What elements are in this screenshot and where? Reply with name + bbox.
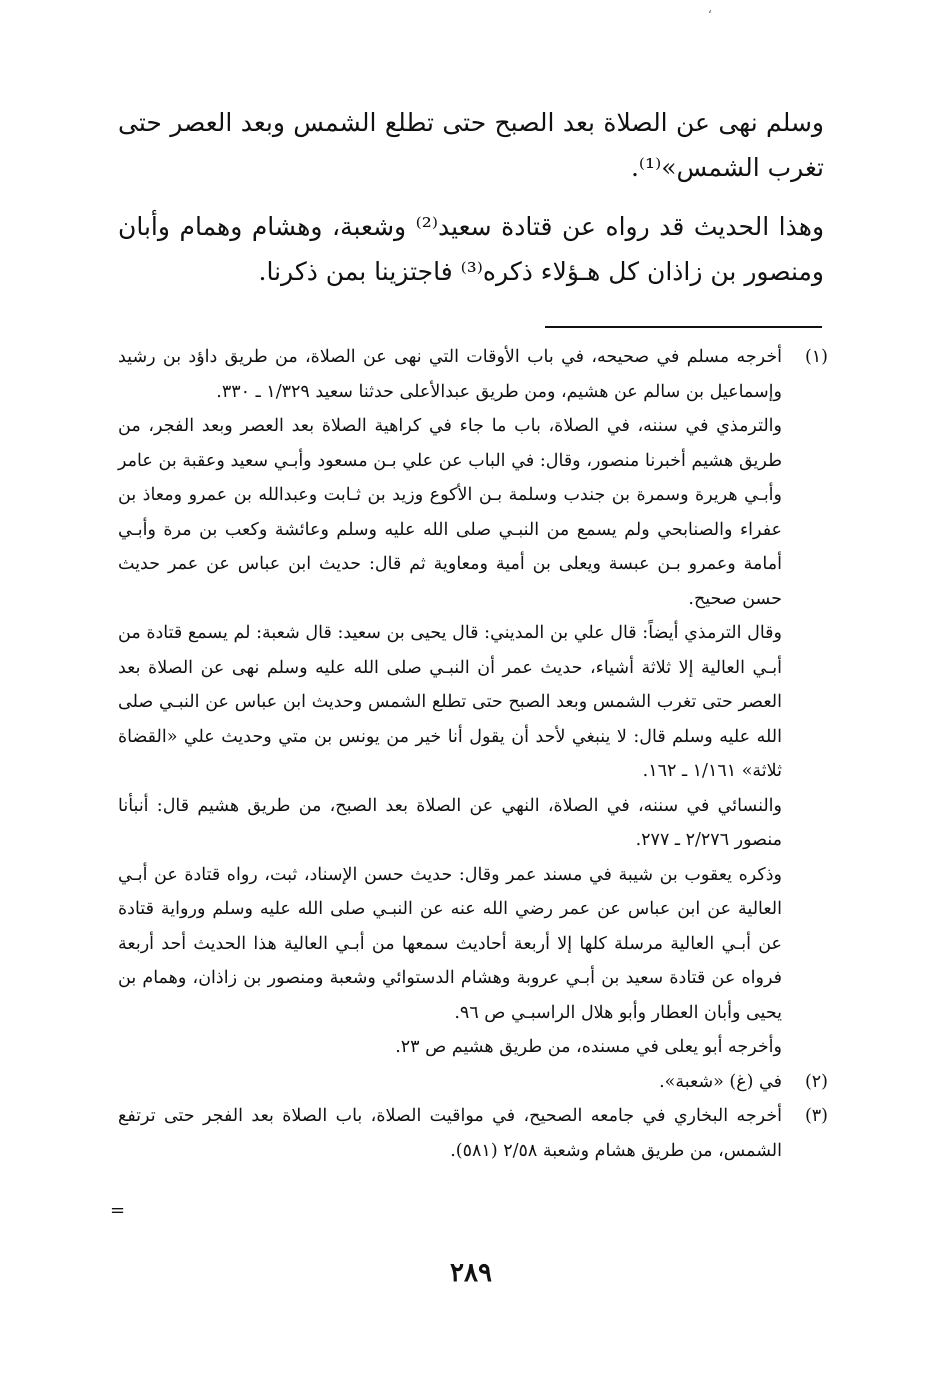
footnotes [118, 340, 828, 1168]
footnote-2-para-1: في (غ) «شعبة». [659, 1071, 782, 1092]
top-mark: ‘ [708, 8, 712, 22]
footnote-3-para-1: أخرجه البخاري في جامعه الصحيح، في مواقيت الصلاة، باب الصلاة بعد الفجر حتى ترتفع الشمس، من طريق هشام وشعبة ٢/٥٨ (٥٨١). [118, 1106, 782, 1161]
footnote-3-marker: (٣) [804, 1106, 828, 1126]
footnote-1-para-1: أخرجه مسلم في صحيحه، في باب الأوقات التي نهى عن الصلاة، من طريق داؤد بن رشيد وإسماعيل بن سالم عن هشيم، ومن طريق عبدالأعلى حدثنا سعيد ١/٣٢٩ ـ ٣٣٠. [118, 347, 782, 402]
footnote-1-para-2: والترمذي في سننه، في الصلاة، باب ما جاء في كراهية الصلاة بعد العصر وبعد الفجر، من طريق هشيم أخبرنا منصور، وقال: في الباب عن علي بـن مسعود وأبـي سعيد وعقبة بن عامر وأبـي هريرة وسمرة بن جندب وسلمة بـن الأكوع وزيد بن ثـابت وعبدالله بن عمرو ومعاذ بن عفراء والصنابحي ولم يسمع من النبـي صلى الله عليه وسلم وعائشة وكعب بن مرة وأبـي أمامة وعمرو بـن عبسة ويعلى بن أمية ومعاوية ثم قال: حديث ابن عباس عن عمر حديث حسن صحيح. [118, 416, 782, 609]
footnote-1 [118, 340, 828, 1065]
footnote-2-marker: (٢) [804, 1071, 828, 1092]
footnote-1-para-5: وذكره يعقوب بن شيبة في مسند عمر وقال: حديث حسن الإسناد، ثبت، رواه قتادة عن أبـي العالية عن ابن عباس عن عمر رضي الله عنه عن النبـي صلى الله عليه وسلم ورواية قتادة عن أبـي العالية مرسلة كلها إلا أربعة أحاديث سمعها من أبـي العالية هذا الحديث أحد أربعة فرواه عن قتادة سعيد بن أبـي عروبة وهشام الدستوائي وشعبة ومنصور بن زاذان، وهمام بن يحيى وأبان العطار وأبو هلال الراسبـي ص ٩٦. [118, 864, 782, 1023]
footnote-3 [118, 1099, 828, 1168]
main-paragraph-2: وهذا الحديث قد رواه عن قتادة سعيد⁽²⁾ وشعبة، وهشام وهمام وأبان ومنصور بن زاذان كل هـؤلاء ذكره⁽³⁾ فاجتزينا بمن ذكرنا. [118, 212, 825, 286]
footnote-separator [545, 326, 822, 328]
main-paragraph-1: وسلم نهى عن الصلاة بعد الصبح حتى تطلع الشمس وبعد العصر حتى تغرب الشمس»⁽¹⁾. [118, 108, 824, 182]
footnote-1-para-3: وقال الترمذي أيضاً: قال علي بن المديني: قال يحيى بن سعيد: قال شعبة: لم يسمع قتادة من أبـي العالية إلا ثلاثة أشياء، حديث عمر أن النبـي صلى الله عليه وسلم نهى عن الصلاة بعد العصر حتى تغرب الشمس وبعد الصبح حتى تطلع الشمس وحديث ابن عباس عن النبـي صلى الله عليه وسلم قال: لا ينبغي لأحد أن يقول أنا خير من يونس بن متي وحديث علي «القضاة ثلاثة» ١/١٦١ ـ ١٦٢. [118, 623, 782, 781]
footnote-1-para-4: والنسائي في سننه، في الصلاة، النهي عن الصلاة بعد الصبح، من طريق هشيم قال: أنبأنا منصور ٢/٢٧٦ ـ ٢٧٧. [118, 795, 782, 850]
main-text [118, 100, 824, 308]
continuation-mark: = [110, 1200, 126, 1221]
footnote-2 [118, 1065, 828, 1100]
page-number: ٢٨٩ [450, 1258, 492, 1288]
footnote-1-para-6: وأخرجه أبو يعلى في مسنده، من طريق هشيم ص ٢٣. [395, 1037, 782, 1057]
footnote-1-marker: (١) [804, 347, 828, 367]
